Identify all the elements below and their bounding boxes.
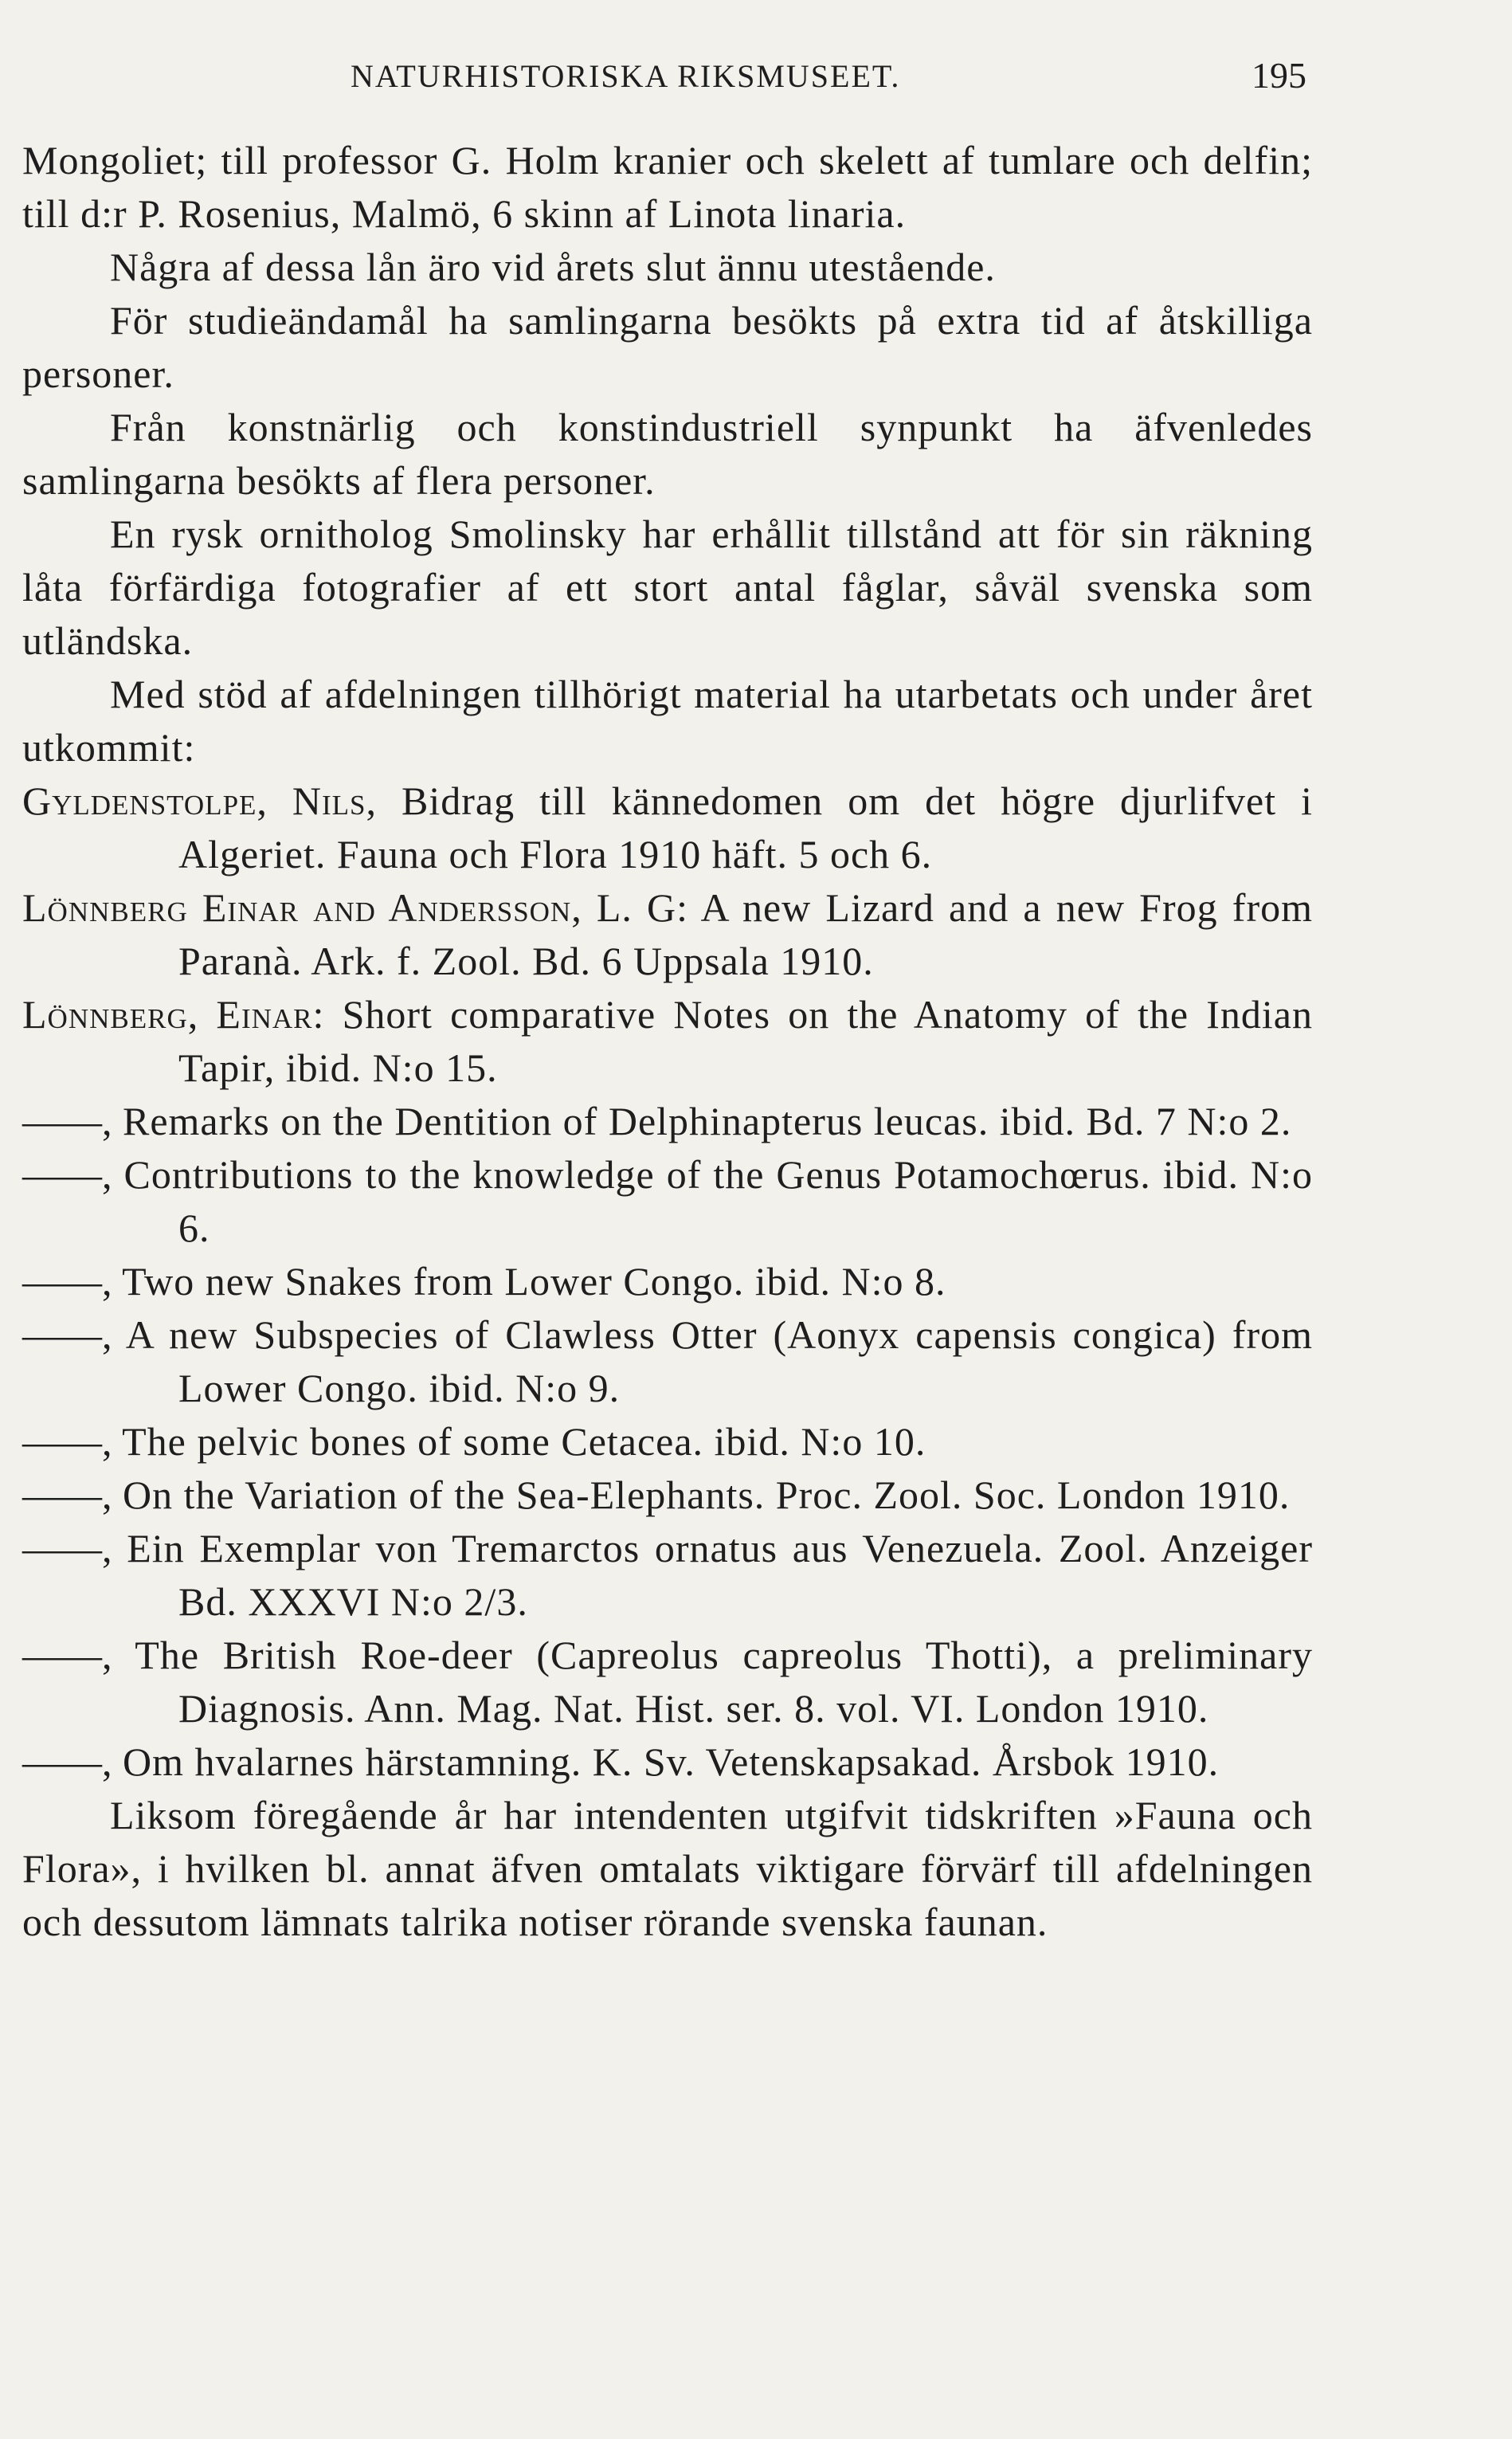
entry-text: Om hvalarnes härstamning. K. Sv. Vetenskapsakad. Årsbok 1910. — [112, 1739, 1220, 1784]
entry-author: ——, — [22, 1259, 112, 1304]
entry-author: Gyldenstolpe, Nils, — [22, 778, 378, 823]
body-text — [22, 134, 1313, 1949]
entry-author: ——, — [22, 1312, 112, 1357]
entry-text: On the Variation of the Sea-Elephants. Proc. Zool. Soc. London 1910. — [112, 1472, 1291, 1517]
entry-author: Lönnberg Einar and Andersson, L. G: — [22, 885, 689, 930]
bibliography-entry — [22, 1095, 1313, 1148]
bibliography-entry — [22, 988, 1313, 1095]
entry-author: ——, — [22, 1152, 112, 1197]
paragraph: Liksom föregående år har intendenten utgifvit tidskriften »Fauna och Flora», i hvilken bl. annat äfven omtalats viktigare förvärf till afdelningen och dessutom lämnats talrika notiser rörande svenska faunan. — [22, 1793, 1313, 1944]
entry-text: Ein Exemplar von Tremarctos ornatus aus Venezuela. Zool. Anzeiger Bd. XXXVI N:o 2/3. — [112, 1526, 1313, 1624]
entry-author: ——, — [22, 1739, 112, 1784]
bibliography-entry — [22, 1255, 1313, 1308]
entry-text: Short comparative Notes on the Anatomy of the Indian Tapir, ibid. N:o 15. — [178, 992, 1313, 1090]
entry-author: ——, — [22, 1633, 112, 1677]
bibliography-entry — [22, 1308, 1313, 1415]
running-title: NATURHISTORISKA RIKSMUSEET. — [351, 58, 901, 94]
entry-text: A new Lizard and a new Frog from Paranà. Ark. f. Zool. Bd. 6 Uppsala 1910. — [178, 885, 1313, 983]
paragraph: Mongoliet; till professor G. Holm kranier och skelett af tumlare och delfin; till d:r P. Rosenius, Malmö, 6 skinn af Linota linaria. — [22, 138, 1313, 236]
entry-author: ——, — [22, 1472, 112, 1517]
entry-text: Contributions to the knowledge of the Genus Potamochœrus. ibid. N:o 6. — [112, 1152, 1313, 1250]
entry-author: ——, — [22, 1526, 112, 1570]
entry-text: The British Roe-deer (Capreolus capreolus Thotti), a preliminary Diagnosis. Ann. Mag. Nat. Hist. ser. 8. vol. VI. London 1910. — [112, 1633, 1313, 1731]
paragraph: En rysk ornitholog Smolinsky har erhållit tillstånd att för sin räkning låta förfärdiga fotografier af ett stort antal fåglar, såväl svenska som utländska. — [22, 512, 1313, 663]
entry-text: A new Subspecies of Clawless Otter (Aonyx capensis congica) from Lower Congo. ibid. N:o 9. — [112, 1312, 1313, 1410]
paragraph: Med stöd af afdelningen tillhörigt material ha utarbetats och under året utkommit: — [22, 672, 1313, 770]
bibliography-entry — [22, 1148, 1313, 1255]
bibliography-entry — [22, 1415, 1313, 1468]
entry-text: Bidrag till kännedomen om det högre djurlifvet i Algeriet. Fauna och Flora 1910 häft. 5 och 6. — [178, 778, 1314, 876]
entry-author: ——, — [22, 1099, 112, 1143]
paragraph: Några af dessa lån äro vid årets slut ännu utestående. — [110, 245, 996, 289]
bibliography-entry — [22, 774, 1313, 881]
bibliography-entry — [22, 881, 1313, 988]
entry-author: Lönnberg, Einar: — [22, 992, 325, 1037]
paragraph: Från konstnärlig och konstindustriell synpunkt ha äfvenledes samlingarna besökts af flera personer. — [22, 405, 1313, 503]
paragraph: För studieändamål ha samlingarna besökts på extra tid af åtskilliga personer. — [22, 298, 1313, 396]
entry-text: Remarks on the Dentition of Delphinapterus leucas. ibid. Bd. 7 N:o 2. — [112, 1099, 1292, 1143]
entry-text: The pelvic bones of some Cetacea. ibid. N:o 10. — [112, 1419, 926, 1464]
bibliography-entry — [22, 1522, 1313, 1629]
bibliography-entry — [22, 1735, 1313, 1789]
bibliography-entry — [22, 1468, 1313, 1522]
entry-author: ——, — [22, 1419, 112, 1464]
page-number: 195 — [1252, 55, 1306, 96]
bibliography-entry — [22, 1629, 1313, 1735]
entry-text: Two new Snakes from Lower Congo. ibid. N:o 8. — [112, 1259, 946, 1304]
